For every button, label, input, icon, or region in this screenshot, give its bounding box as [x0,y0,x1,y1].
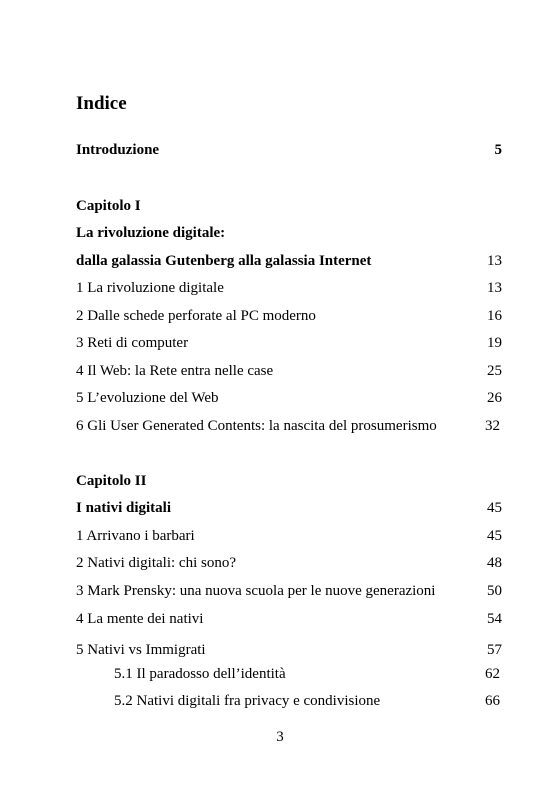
toc-chapter-title [76,223,502,243]
toc-entry-label: 1 Arrivano i barbari [76,528,195,544]
toc-entry-page: 48 [487,555,502,571]
toc-entry [76,388,502,408]
toc-entry-page: 50 [487,583,502,599]
toc-entry [76,553,502,573]
toc-entry [76,416,502,436]
toc-entry-label: 2 Nativi digitali: chi sono? [76,555,236,571]
page-number: 3 [276,729,284,745]
toc-entry-page: 19 [487,335,502,351]
toc-entry-label: dalla galassia Gutenberg alla galassia Internet [76,253,372,269]
toc-entry-label: 5 Nativi vs Immigrati [76,642,206,658]
toc-entry [76,581,502,601]
toc-entry-page: 45 [487,528,502,544]
toc-entry-introduction [76,140,502,160]
toc-entry [76,278,502,298]
toc-entry-label: Capitolo II [76,473,147,489]
index-title: Indice [76,93,127,114]
toc-chapter-subtitle [76,251,502,271]
toc-entry-page: 45 [487,500,502,516]
toc-entry [76,609,502,629]
toc-entry-label: 3 Mark Prensky: una nuova scuola per le nuove generazioni [76,583,436,599]
toc-entry-label: 6 Gli User Generated Contents: la nascita del prosumerismo [76,418,437,434]
toc-subentry [114,664,502,684]
toc-subentry [114,691,502,711]
toc-entry-label: 5 L’evoluzione del Web [76,390,219,406]
toc-entry [76,306,502,326]
toc-entry-page: 32 [485,418,500,434]
toc-entry-page: 54 [487,611,502,627]
toc-chapter-heading [76,196,502,216]
toc-entry [76,526,502,546]
toc-entry-page: 57 [487,642,502,658]
toc-entry-page: 5 [494,142,502,158]
toc-entry-label: 2 Dalle schede perforate al PC moderno [76,308,316,324]
toc-entry-label: 1 La rivoluzione digitale [76,280,224,296]
toc-entry-page: 25 [487,363,502,379]
toc-entry-label: 4 La mente dei nativi [76,611,204,627]
toc-entry-page: 66 [485,693,500,709]
toc-entry-page: 26 [487,390,502,406]
toc-entry-label: Capitolo I [76,198,141,214]
toc-chapter-heading [76,471,502,491]
toc-entry-label: I nativi digitali [76,500,172,516]
toc-entry-label: La rivoluzione digitale: [76,225,226,241]
toc-entry [76,333,502,353]
toc-entry-page: 62 [485,666,500,682]
toc-entry [76,361,502,381]
toc-entry-label: 4 Il Web: la Rete entra nelle case [76,363,274,379]
toc-entry-page: 13 [487,253,502,269]
toc-entry-label: Introduzione [76,142,160,158]
toc-chapter-title [76,498,502,518]
toc-entry-label: 5.2 Nativi digitali fra privacy e condivisione [114,693,381,709]
toc-entry-page: 13 [487,280,502,296]
toc-entry-label: 3 Reti di computer [76,335,189,351]
toc-entry [76,640,502,660]
toc-entry-label: 5.1 Il paradosso dell’identità [114,666,286,682]
toc-entry-page: 16 [487,308,502,324]
